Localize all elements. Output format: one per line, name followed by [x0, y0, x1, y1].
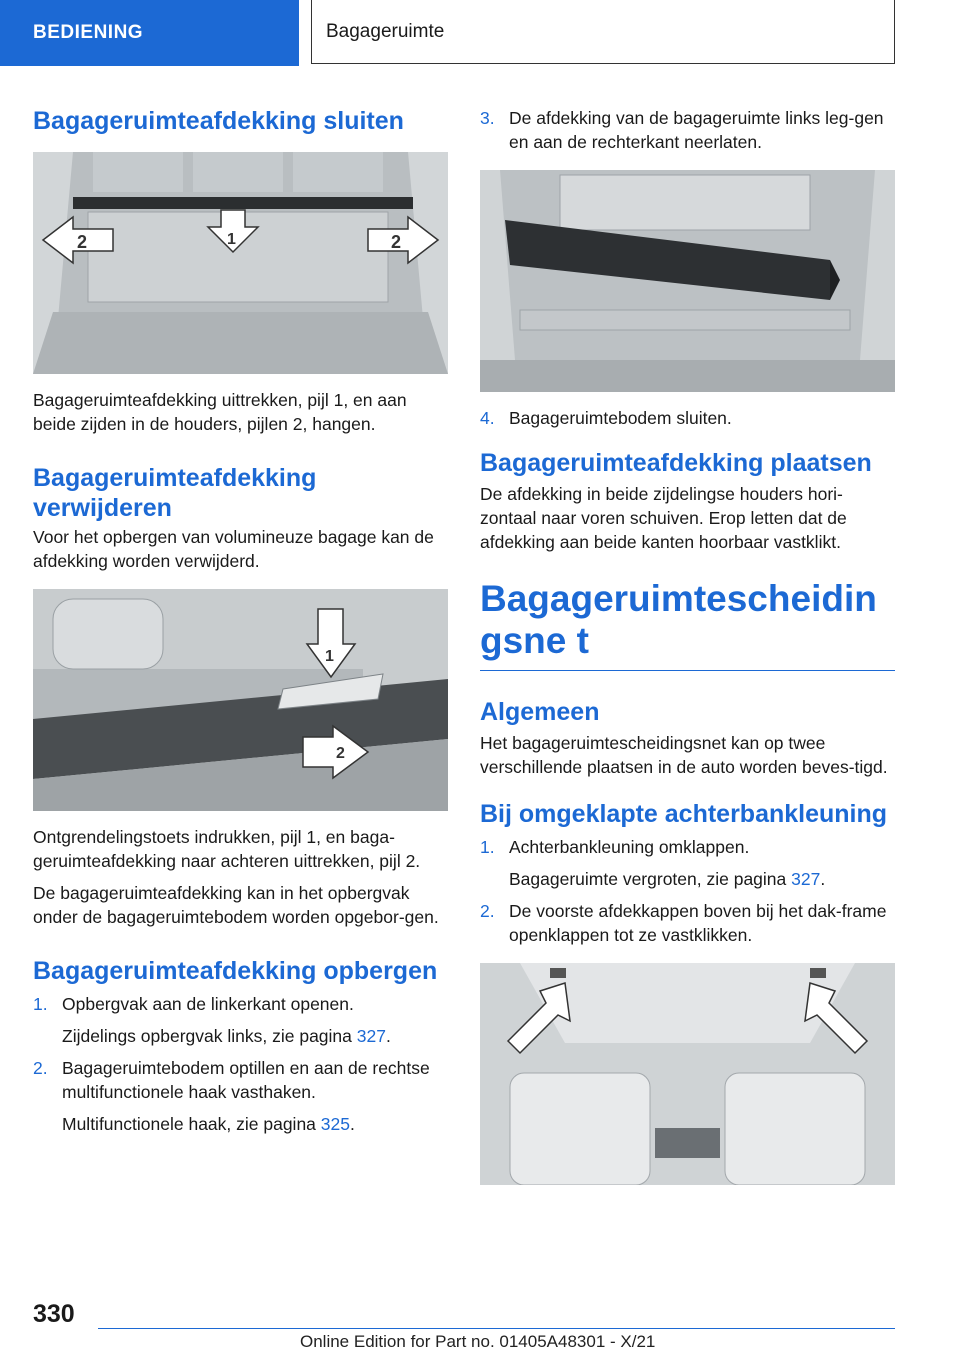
step-number: 1. — [480, 837, 495, 857]
footer-rule — [98, 1328, 895, 1329]
heading-close-cover: Bagageruimteafdekking sluiten — [33, 107, 404, 135]
left-column — [33, 96, 448, 1136]
heading-store-cover: Bagageruimteafdekking opbergen — [33, 957, 438, 985]
step-text: Opbergvak aan de linkerkant openen. — [62, 994, 354, 1014]
figure-cover-remove — [33, 589, 448, 811]
paragraph-unlock: Ontgrendelingstoets indrukken, pijl 1, en baga-geruimteafdekking naar achteren uittrekken, pijl 2. — [33, 827, 421, 871]
list-item — [480, 106, 895, 154]
step-text: De afdekking van de bagageruimte links leg-gen en aan de rechterkant neerlaten. — [509, 108, 884, 152]
step-number: 1. — [33, 994, 48, 1014]
list-item — [33, 992, 448, 1048]
heading-general: Algemeen — [480, 698, 600, 726]
heading-remove-cover: Bagageruimteafdekking verwijderen — [33, 464, 317, 522]
step-ref: Multifunctionele haak, zie pagina 325. — [62, 1114, 355, 1134]
list-store-cover — [33, 992, 448, 1136]
page-link[interactable]: 327 — [791, 869, 821, 889]
chapter-tab: Bagageruimte — [311, 0, 895, 64]
label-arrow-2-left: 2 — [77, 232, 88, 252]
step-text: De voorste afdekkappen boven bij het dak-frame openklappen tot ze vastklikken. — [509, 901, 887, 945]
label-arrow-1-center: 1 — [227, 231, 236, 248]
list-item — [480, 835, 895, 891]
page-number: 330 — [33, 1300, 75, 1328]
page-link[interactable]: 327 — [356, 1026, 386, 1046]
paragraph-remove-cover: Voor het opbergen van volumineuze bagage kan de afdekking worden verwijderd. — [33, 527, 434, 571]
right-column — [480, 96, 895, 1185]
page-header — [0, 0, 960, 66]
list-step4 — [480, 406, 895, 430]
heading-partition-net: Bagageruimtescheidingsne t — [480, 578, 895, 671]
list-item — [480, 899, 895, 947]
label-arrow-2-figure2: 2 — [336, 745, 345, 762]
paragraph-general: Het bagageruimtescheidingsnet kan op twee verschillende plaatsen in de auto worden beves-tigd. — [480, 733, 888, 777]
paragraph-close-cover: Bagageruimteafdekking uittrekken, pijl 1, en aan beide zijden in de houders, pijlen 2, hangen. — [33, 390, 407, 434]
step-number: 2. — [33, 1058, 48, 1078]
list-item — [480, 406, 895, 430]
figure-cover-pull-out — [33, 152, 448, 374]
step-ref: Zijdelings opbergvak links, zie pagina 327. — [62, 1026, 391, 1046]
section-tab: BEDIENING — [0, 0, 299, 66]
step-text: Bagageruimtebodem sluiten. — [509, 408, 732, 428]
paragraph-store-under: De bagageruimteafdekking kan in het opbergvak onder de bagageruimtebodem worden opgebor-gen. — [33, 883, 439, 927]
list-fold-cover — [480, 106, 895, 154]
step-text: Bagageruimtebodem optillen en aan de rechtse multifunctionele haak vasthaken. — [62, 1058, 430, 1102]
list-folded-backrest — [480, 835, 895, 947]
heading-folded-backrest: Bij omgeklapte achterbankleuning — [480, 800, 888, 828]
figure-cover-in-floor — [480, 170, 895, 392]
label-arrow-1-figure2: 1 — [325, 648, 334, 665]
step-number: 4. — [480, 408, 495, 428]
figure-roof-caps — [480, 963, 895, 1185]
step-number: 2. — [480, 901, 495, 921]
step-text: Achterbankleuning omklappen. — [509, 837, 750, 857]
label-arrow-2-right: 2 — [391, 232, 402, 252]
paragraph-place-cover: De afdekking in beide zijdelingse houders hori-zontaal naar voren schuiven. Erop letten dat de afdekking aan beide kanten hoorbaar vastklikt. — [480, 484, 847, 552]
page-link[interactable]: 325 — [320, 1114, 350, 1134]
step-number: 3. — [480, 108, 495, 128]
list-item — [33, 1056, 448, 1136]
step-ref: Bagageruimte vergroten, zie pagina 327. — [509, 869, 826, 889]
footer-edition: Online Edition for Part no. 01405A48301 - X/21 — [300, 1332, 656, 1351]
heading-place-cover: Bagageruimteafdekking plaatsen — [480, 449, 872, 477]
